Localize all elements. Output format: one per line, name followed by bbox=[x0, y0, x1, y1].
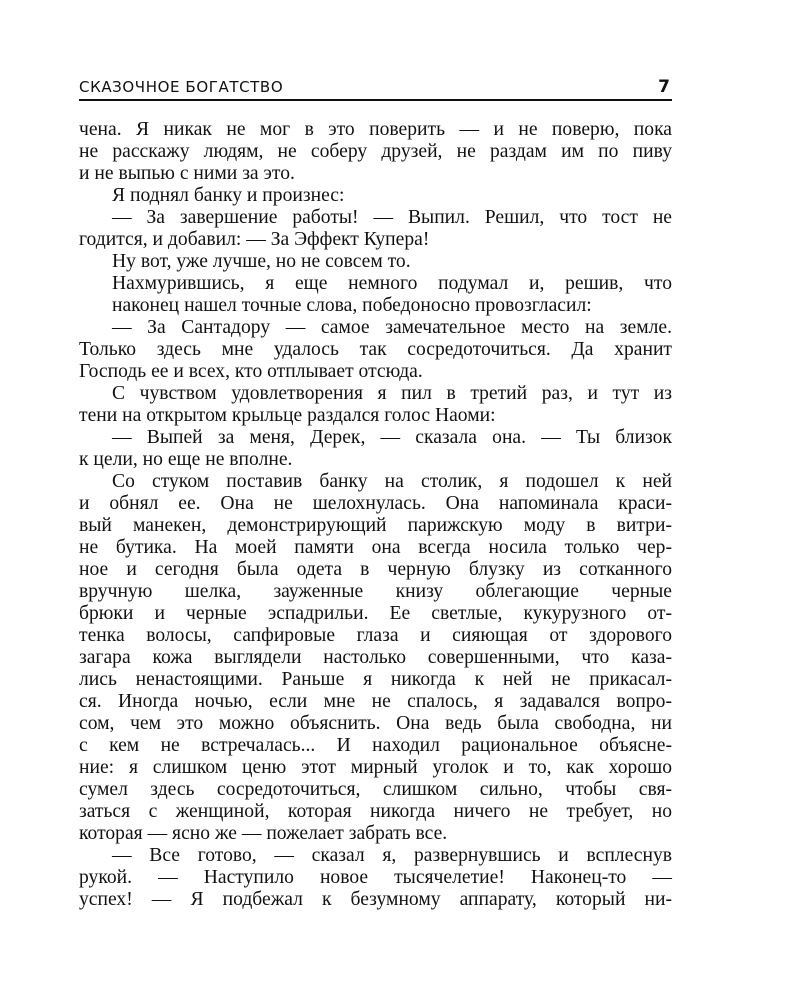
text-line: ся. Иногда ночью, если мне не спалось, я задавался вопро- bbox=[79, 691, 672, 712]
text-line: наконец нашел точные слова, победоносно провозгласил: bbox=[112, 295, 592, 316]
text-line: вручную шелка, зауженные книзу облегающие черные bbox=[79, 581, 672, 602]
text-line: заться с женщиной, которая никогда ничего не требует, но bbox=[79, 801, 672, 822]
text-line: и не выпью с ними за это. bbox=[79, 163, 295, 184]
text-line: тени на открытом крыльце раздался голос Наоми: bbox=[79, 405, 496, 426]
text-line: и обнял ее. Она не шелохнулась. Она напоминала краси- bbox=[79, 493, 672, 514]
text-line: с кем не встречалась... И находил рациональное объясне- bbox=[79, 735, 672, 756]
text-line: загара кожа выглядели настолько совершенными, что каза- bbox=[79, 647, 672, 668]
text-line: успех! — Я подбежал к безумному аппарату, который ни- bbox=[79, 889, 672, 910]
text-line: сумел здесь сосредоточиться, слишком сильно, чтобы свя- bbox=[79, 779, 672, 800]
text-line: годится, и добавил: — За Эффект Купера! bbox=[79, 229, 430, 250]
text-line: Только здесь мне удалось так сосредоточиться. Да хранит bbox=[79, 339, 672, 360]
text-line: ное и сегодня была одета в черную блузку из сотканного bbox=[79, 559, 672, 580]
text-line: — За Сантадору — самое замечательное место на земле. bbox=[112, 317, 672, 338]
text-line: Со стуком поставив банку на столик, я подошел к ней bbox=[112, 471, 672, 492]
text-line: брюки и черные эспадрильи. Ее светлые, кукурузного от- bbox=[79, 603, 672, 624]
text-line: чена. Я никак не мог в это поверить — и не поверю, пока bbox=[79, 119, 672, 140]
text-line: — За завершение работы! — Выпил. Решил, что тост не bbox=[112, 207, 672, 228]
text-line: Я поднял банку и произнес: bbox=[112, 185, 345, 206]
text-line: рукой. — Наступило новое тысячелетие! Наконец-то — bbox=[79, 867, 672, 888]
running-head bbox=[79, 77, 672, 101]
text-line: Господь ее и всех, кто отплывает отсюда. bbox=[79, 361, 423, 382]
text-line: — Все готово, — сказал я, развернувшись и всплеснув bbox=[112, 845, 672, 866]
text-line: лись ненастоящими. Раньше я никогда к ней не прикасал- bbox=[79, 669, 672, 690]
page-number: 7 bbox=[658, 77, 670, 97]
text-line: к цели, но еще не вполне. bbox=[79, 449, 293, 470]
text-line: вый манекен, демонстрирующий парижскую моду в витри- bbox=[79, 515, 672, 536]
body-text bbox=[79, 119, 672, 911]
text-line: С чувством удовлетворения я пил в третий раз, и тут из bbox=[112, 383, 672, 404]
running-title: СКАЗОЧНОЕ БОГАТСТВО bbox=[79, 78, 284, 96]
text-line: сом, чем это можно объяснить. Она ведь была свободна, ни bbox=[79, 713, 672, 734]
text-line: — Выпей за меня, Дерек, — сказала она. — Ты близок bbox=[112, 427, 672, 448]
text-line: Нахмурившись, я еще немного подумал и, решив, что bbox=[112, 273, 672, 294]
text-line: Ну вот, уже лучше, но не совсем то. bbox=[112, 251, 411, 272]
text-line: тенка волосы, сапфировые глаза и сияющая от здорового bbox=[79, 625, 672, 646]
text-line: не расскажу людям, не соберу друзей, не раздам им по пиву bbox=[79, 141, 672, 162]
text-line: не бутика. На моей памяти она всегда носила только чер- bbox=[79, 537, 672, 558]
text-line: ние: я слишком ценю этот мирный уголок и то, как хорошо bbox=[79, 757, 672, 778]
text-line: которая — ясно же — пожелает забрать все. bbox=[79, 823, 448, 844]
